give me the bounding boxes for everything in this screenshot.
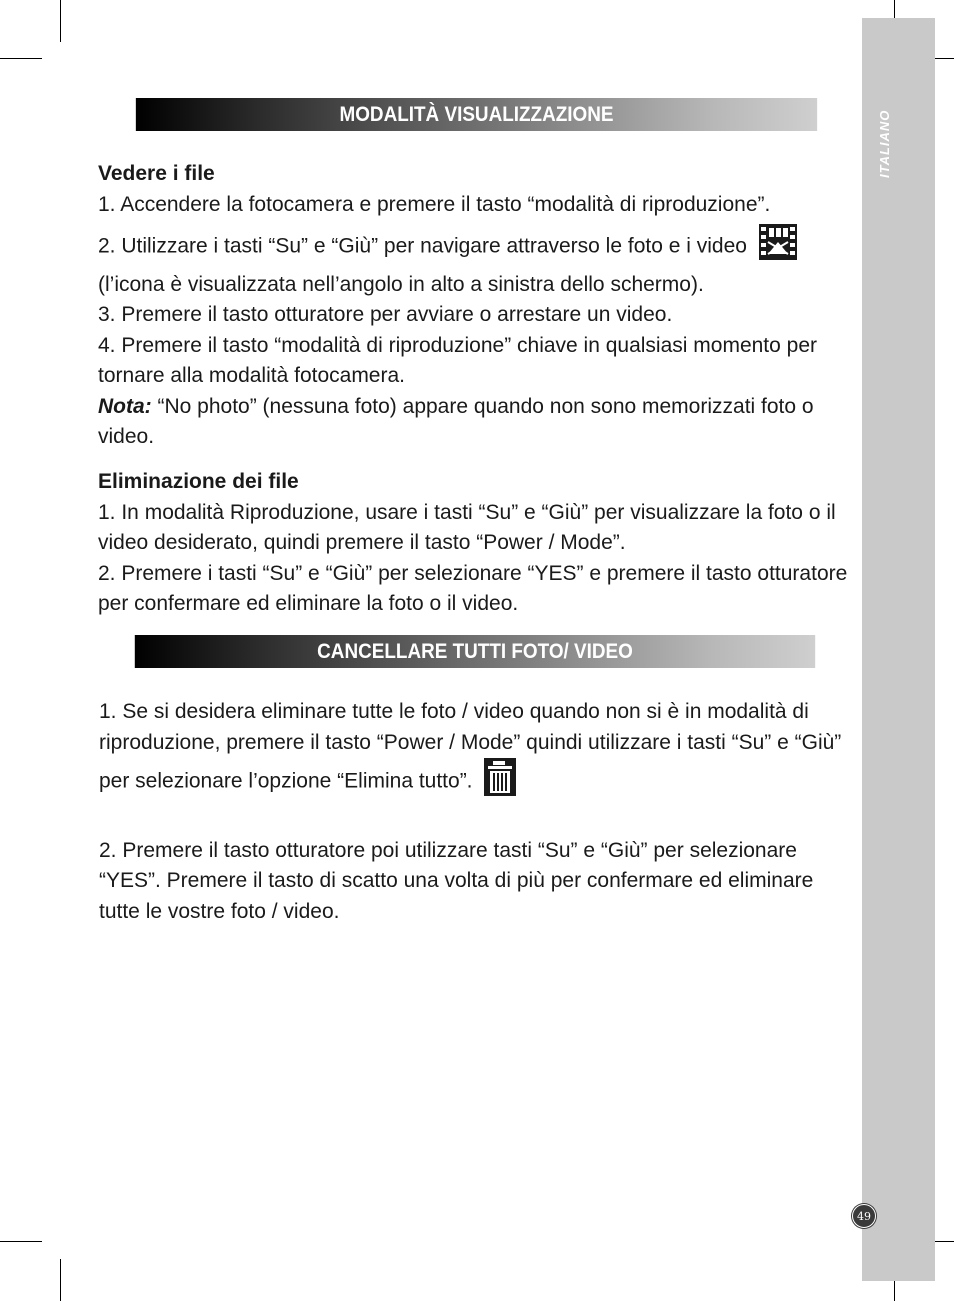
crop-mark	[60, 1259, 61, 1301]
view-note	[98, 392, 858, 453]
delete-step-1: 1. In modalità Riproduzione, usare i tasti “Su” e “Giù” per visualizzare la foto o il video desiderato, quindi premere il tasto “Power / Mode”.	[98, 500, 836, 554]
crop-mark	[0, 58, 42, 59]
delete-all-trash-icon	[484, 758, 516, 806]
view-step-2	[98, 224, 858, 300]
delete-files-heading: Eliminazione dei file	[98, 470, 299, 493]
delete-files-block	[98, 467, 858, 620]
crop-mark	[0, 1241, 42, 1242]
view-files-block	[98, 159, 858, 453]
delete-all-block	[99, 697, 855, 927]
view-step-3: 3. Premere il tasto otturatore per avviare o arrestare un video.	[98, 303, 673, 326]
delete-step-2: 2. Premere i tasti “Su” e “Giù” per selezionare “YES” e premere il tasto otturatore per confermare ed eliminare la foto o il video.	[98, 561, 848, 615]
note-text: “No photo” (nessuna foto) appare quando non sono memorizzati foto o video.	[98, 394, 814, 448]
note-label: Nota:	[98, 394, 152, 418]
language-label: ITALIANO	[877, 109, 892, 178]
section-title-text: MODALITÀ VISUALIZZAZIONE	[339, 102, 614, 126]
video-film-icon	[759, 224, 797, 270]
page-number: 49	[852, 1204, 876, 1228]
section-title-text: CANCELLARE TUTTI FOTO/ VIDEO	[317, 639, 633, 663]
delete-all-step-1	[99, 697, 855, 806]
view-step-4: 4. Premere il tasto “modalità di riproduzione” chiave in qualsiasi momento per tornare alla modalità fotocamera.	[98, 333, 818, 387]
language-side-strip	[862, 18, 935, 1281]
crop-mark	[60, 0, 61, 42]
delete-all-step-1-text: 1. Se si desidera eliminare tutte le foto / video quando non si è in modalità di riproduzione, premere il tasto “Power / Mode” quindi utilizzare i tasti “Su” e “Giù” per selezionare l’opzione “Elimina tutto”.	[99, 700, 842, 793]
section-title-delete-all	[135, 635, 815, 668]
section-title-viewing	[136, 98, 817, 131]
view-step-2-text-b: (l’icona è visualizzata nell’angolo in alto a sinistra dello schermo).	[98, 272, 704, 296]
view-step-1: 1. Accendere la fotocamera e premere il tasto “modalità di riproduzione”.	[98, 192, 771, 216]
view-files-heading: Vedere i file	[98, 162, 215, 185]
view-step-2-text-a: 2. Utilizzare i tasti “Su” e “Giù” per navigare attraverso le foto e i video	[98, 234, 747, 258]
delete-all-step-2: 2. Premere il tasto otturatore poi utilizzare tasti “Su” e “Giù” per selezionare “YES”. Premere il tasto di scatto una volta di più per confermare ed eliminare tutte le vostre foto / video.	[99, 838, 814, 923]
